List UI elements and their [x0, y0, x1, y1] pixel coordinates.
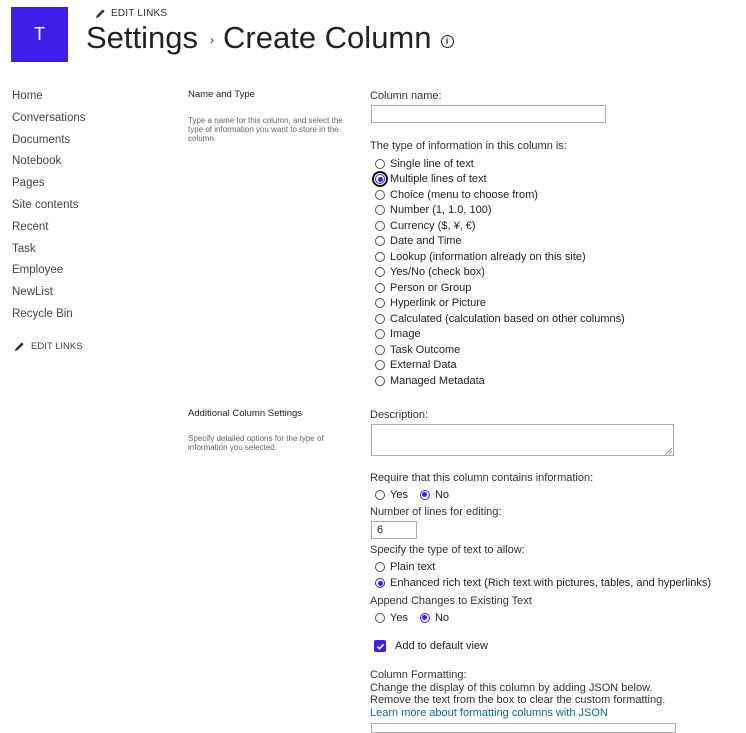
type-option-yes-no[interactable] [375, 265, 625, 281]
append-option-label: Yes [390, 611, 408, 624]
breadcrumb-create-column: Create Column [223, 20, 432, 55]
radio-button[interactable] [375, 221, 385, 231]
type-label: The type of information in this column is: [370, 140, 567, 152]
nav-item-pages[interactable]: Pages [12, 177, 45, 190]
type-option-currency[interactable] [375, 218, 625, 234]
radio-button[interactable] [375, 329, 385, 339]
radio-button[interactable] [375, 490, 385, 500]
type-option-label: External Data [390, 359, 457, 372]
require-option-yes[interactable] [375, 487, 408, 503]
text-type-plain[interactable] [375, 559, 711, 575]
nav-item-site-contents[interactable]: Site contents [12, 198, 79, 211]
type-option-label: Managed Metadata [390, 374, 485, 387]
breadcrumb-separator-icon: › [210, 33, 215, 47]
checkmark-icon [376, 642, 385, 651]
append-option-yes[interactable] [375, 610, 408, 626]
radio-button[interactable] [375, 283, 385, 293]
type-option-label: Lookup (information already on this site) [390, 250, 586, 263]
default-view-label: Add to default view [395, 640, 488, 652]
type-option-label: Calculated (calculation based on other columns) [390, 312, 625, 325]
formatting-title: Column Formatting: [370, 669, 467, 681]
type-option-number[interactable] [375, 203, 625, 219]
column-name-input[interactable] [371, 105, 606, 123]
nav-item-recycle-bin[interactable]: Recycle Bin [12, 307, 73, 320]
text-type-enhanced[interactable] [375, 575, 711, 591]
type-option-label: Date and Time [390, 235, 462, 248]
require-option-label: Yes [390, 488, 408, 501]
type-option-label: Multiple lines of text [390, 173, 487, 186]
radio-button[interactable] [375, 562, 385, 572]
radio-button[interactable] [375, 190, 385, 200]
formatting-line2: Remove the text from the box to clear the custom formatting. [370, 694, 666, 706]
edit-links-top[interactable] [95, 8, 167, 19]
text-type-label: Plain text [390, 561, 436, 573]
nav-item-employee[interactable]: Employee [12, 264, 64, 277]
page-title [86, 20, 454, 56]
lines-value: 6 [377, 524, 384, 536]
lines-label: Number of lines for editing: [370, 506, 502, 518]
pencil-icon [14, 341, 25, 352]
radio-button[interactable] [375, 236, 385, 246]
nav-item-newlist[interactable]: NewList [12, 286, 53, 299]
type-option-multiple-lines[interactable] [375, 172, 625, 188]
type-option-choice[interactable] [375, 187, 625, 203]
section-title-additional: Additional Column Settings [188, 408, 303, 419]
radio-button-selected[interactable] [420, 490, 430, 500]
radio-button[interactable] [375, 298, 385, 308]
section-title-name-type: Name and Type [188, 89, 255, 100]
radio-button[interactable] [375, 376, 385, 386]
edit-links-label: EDIT LINKS [111, 8, 168, 19]
type-option-single-line[interactable] [375, 156, 625, 172]
column-type-radio-group [375, 156, 625, 389]
radio-button[interactable] [375, 267, 385, 277]
require-label: Require that this column contains information: [370, 472, 594, 484]
radio-button-selected[interactable] [375, 174, 385, 184]
type-option-label: Hyperlink or Picture [390, 297, 486, 310]
site-logo-letter: T [34, 24, 45, 44]
append-option-label: No [434, 611, 450, 624]
require-option-label: No [434, 488, 450, 501]
radio-button-selected[interactable] [420, 613, 430, 623]
type-option-lookup[interactable] [375, 249, 625, 265]
type-option-label: Person or Group [390, 281, 472, 294]
site-logo-tile[interactable] [11, 7, 68, 62]
section-desc-name-type: Type a name for this column, and select the type of information you want to store in the column. [188, 116, 343, 143]
resize-handle-icon[interactable] [666, 448, 672, 454]
radio-button-selected[interactable] [375, 578, 385, 588]
nav-item-task[interactable]: Task [12, 242, 36, 255]
formatting-line1: Change the display of this column by adding JSON below. [370, 681, 653, 694]
pencil-icon [95, 8, 106, 19]
default-view-checkbox-row[interactable] [374, 640, 488, 652]
edit-links-nav[interactable] [14, 341, 83, 352]
type-option-image[interactable] [375, 327, 625, 343]
type-option-person-group[interactable] [375, 280, 625, 296]
description-textarea[interactable] [371, 424, 674, 456]
column-formatting-json-textarea[interactable] [371, 723, 676, 733]
description-label: Description: [370, 409, 429, 421]
type-option-label: Choice (menu to choose from) [390, 188, 538, 201]
nav-item-recent[interactable]: Recent [12, 220, 49, 233]
radio-button[interactable] [375, 613, 385, 623]
type-option-date-time[interactable] [375, 234, 625, 250]
require-option-no[interactable] [420, 487, 449, 503]
nav-item-documents[interactable]: Documents [12, 133, 71, 146]
column-name-label: Column name: [370, 90, 442, 102]
append-option-no[interactable] [420, 610, 449, 626]
left-navigation [12, 89, 86, 329]
default-view-checkbox[interactable] [374, 640, 386, 652]
append-radio-group [375, 610, 449, 626]
section-desc-additional: Specify detailed options for the type of information you selected. [188, 434, 324, 452]
text-type-label: Enhanced rich text (Rich text with pictures, tables, and hyperlinks) [390, 577, 711, 589]
append-label: Append Changes to Existing Text [370, 595, 532, 607]
radio-button[interactable] [375, 252, 385, 262]
type-option-label: Yes/No (check box) [390, 266, 485, 279]
radio-button[interactable] [375, 345, 385, 355]
lines-input[interactable] [371, 521, 417, 539]
info-icon[interactable]: i [441, 35, 454, 48]
nav-item-notebook[interactable]: Notebook [12, 155, 62, 168]
type-option-hyperlink[interactable] [375, 296, 625, 312]
radio-button[interactable] [375, 360, 385, 370]
type-option-label: Single line of text [390, 157, 474, 170]
edit-links-label: EDIT LINKS [31, 341, 83, 352]
nav-item-conversations[interactable]: Conversations [12, 111, 86, 124]
radio-button[interactable] [375, 205, 385, 215]
radio-button[interactable] [375, 314, 385, 324]
type-option-label: Task Outcome [390, 343, 461, 356]
type-option-label: Number (1, 1.0, 100) [390, 204, 492, 217]
type-option-task-outcome[interactable] [375, 342, 625, 358]
column-formatting-block [370, 669, 665, 719]
type-option-calculated[interactable] [375, 311, 625, 327]
type-option-label: Currency ($, ¥, €) [390, 219, 476, 232]
type-option-external-data[interactable] [375, 358, 625, 374]
formatting-help-link[interactable]: Learn more about formatting columns with JSON [370, 706, 608, 719]
require-radio-group [375, 487, 449, 503]
breadcrumb-settings[interactable]: Settings [86, 20, 199, 55]
nav-item-home[interactable]: Home [12, 90, 43, 102]
radio-button[interactable] [375, 159, 385, 169]
text-type-radio-group [375, 559, 711, 591]
type-option-managed-metadata[interactable] [375, 373, 625, 389]
text-type-label: Specify the type of text to allow: [370, 544, 525, 556]
type-option-label: Image [390, 328, 421, 341]
